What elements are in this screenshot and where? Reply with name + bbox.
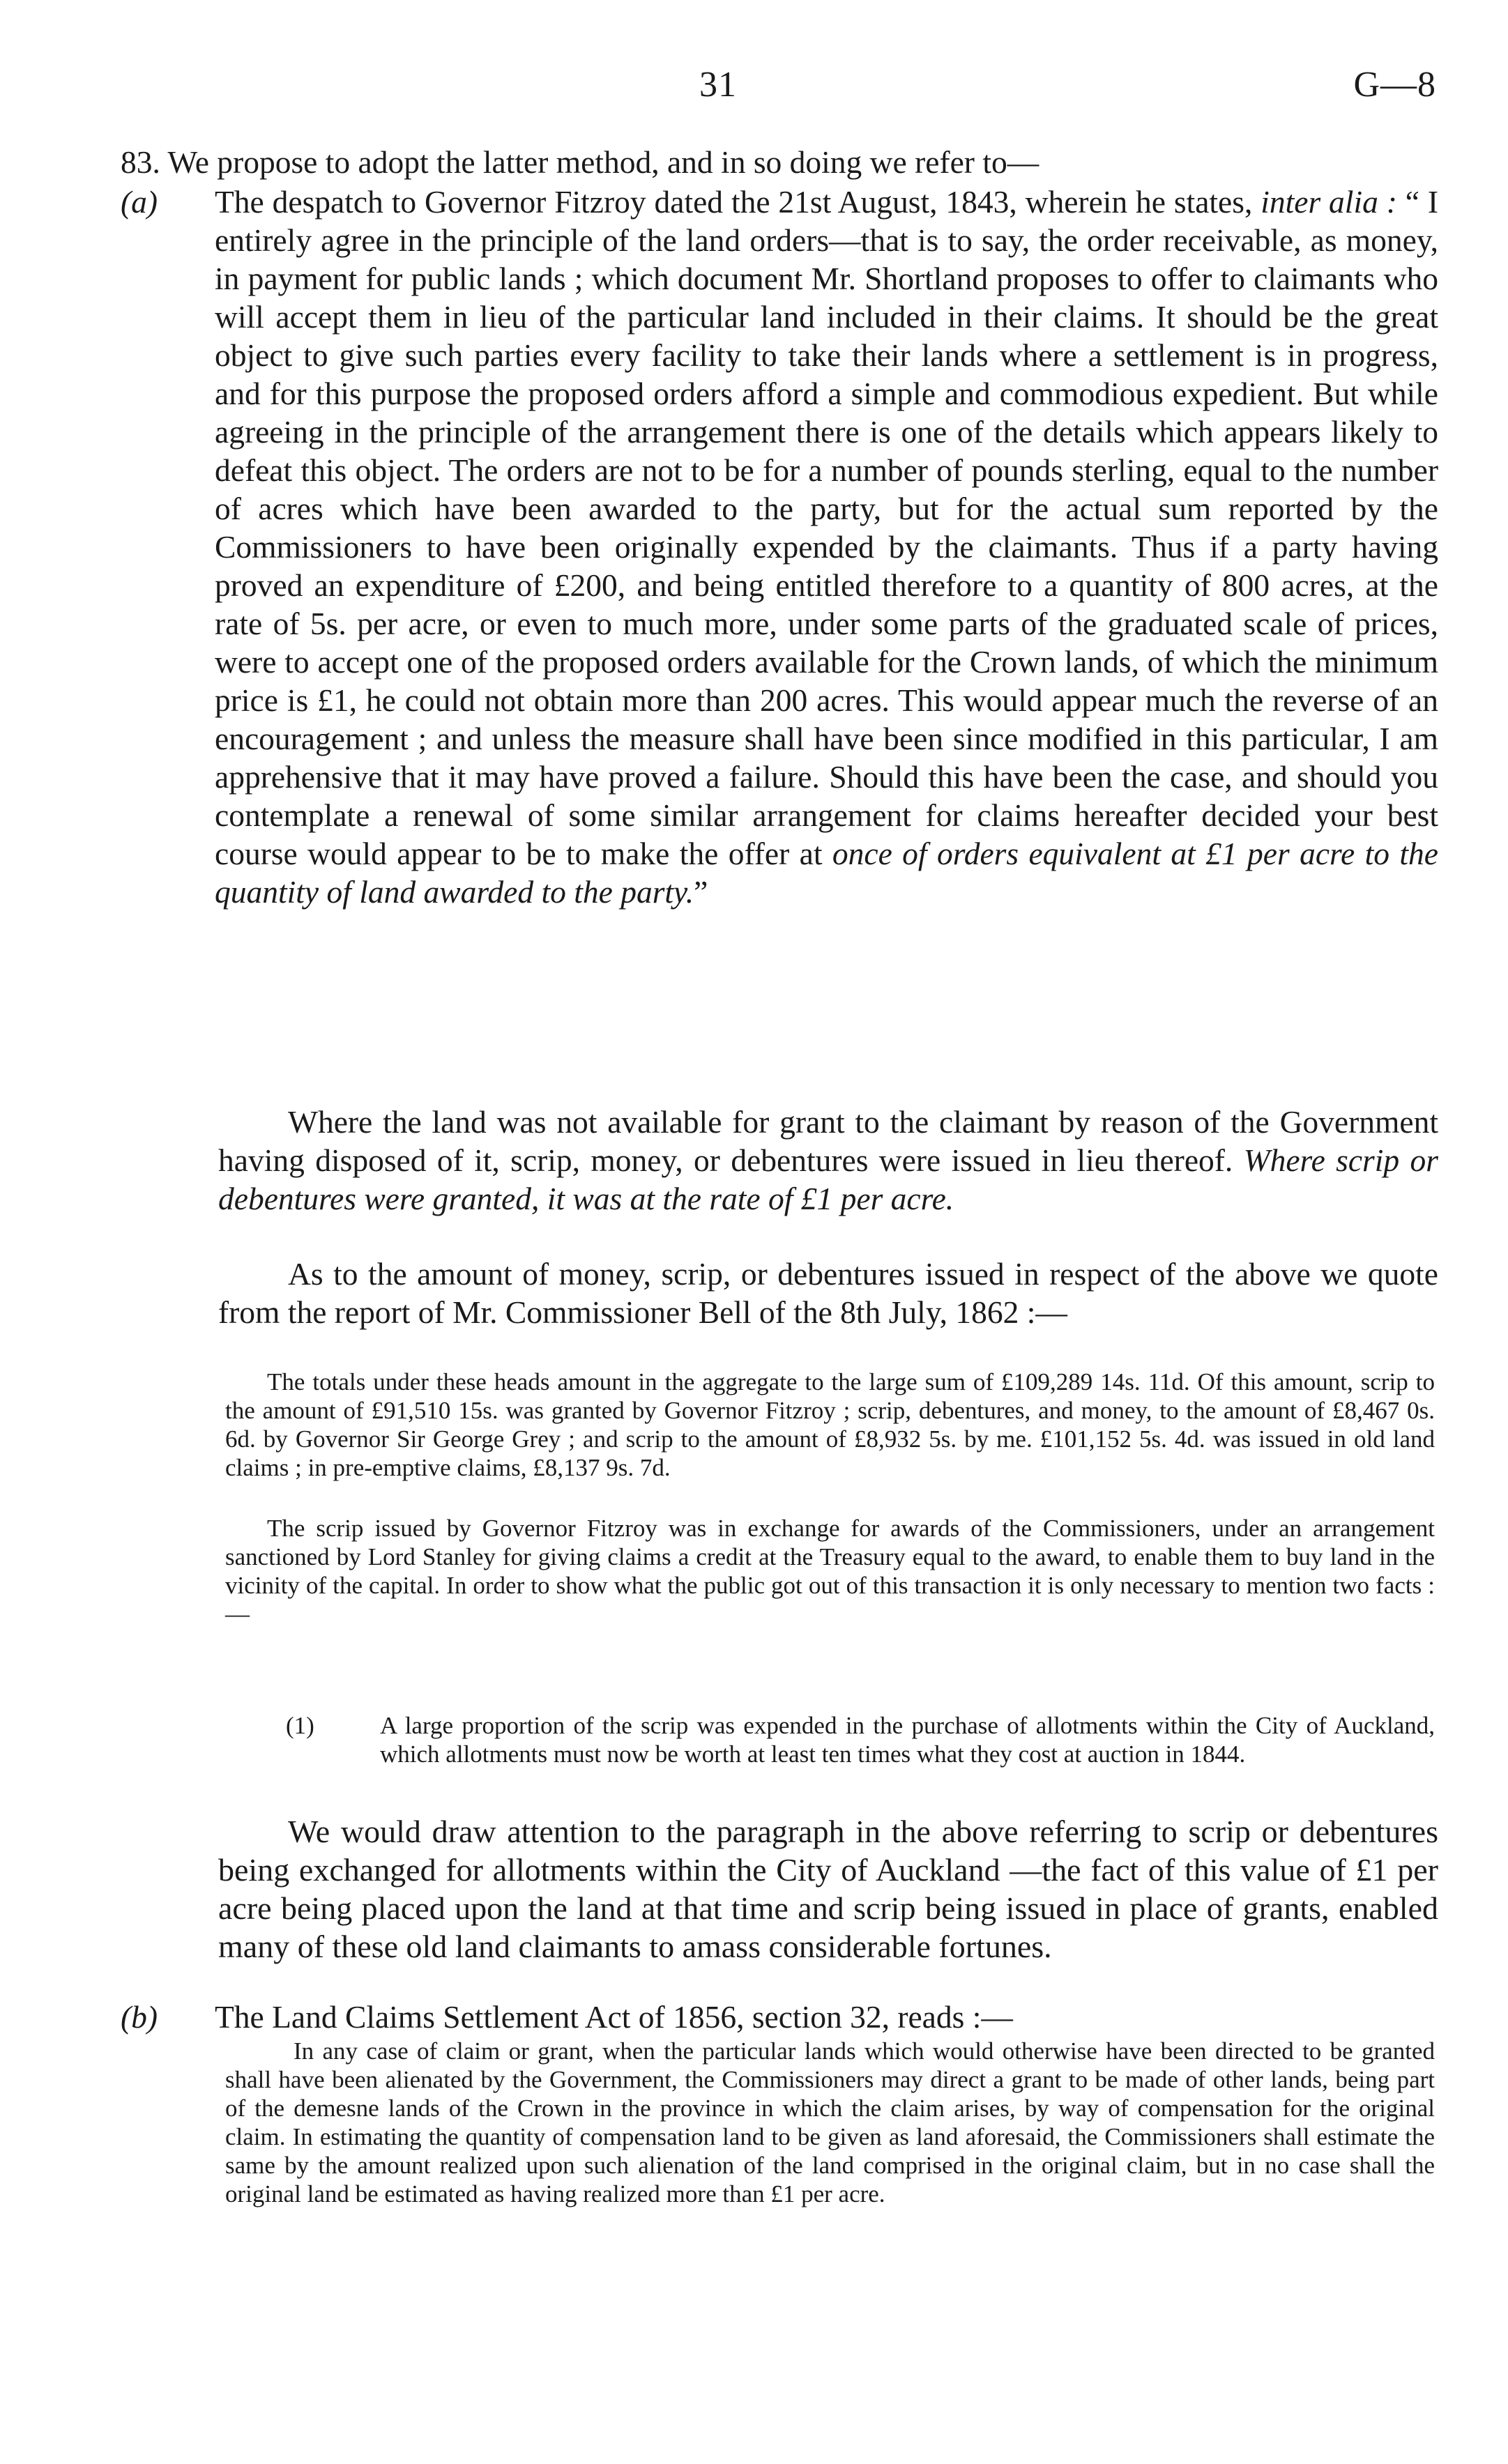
quote-bell-fact-text: A large proportion of the scrip was expended in the purchase of allotments within the City of Auckland, which allotments must now be worth at least ten times what they cost at auction in 1844. <box>380 1712 1435 1768</box>
quote-bell-fact <box>286 1711 1435 1768</box>
item-a-inter-alia: inter alia : <box>1261 184 1397 220</box>
quote-bell-p1 <box>225 1368 1435 1482</box>
paragraph-scrip-plain: Where the land was not available for grant to the claimant by reason of the Government having disposed of it, scrip, money, or debentures were issued in lieu thereof. <box>218 1104 1438 1178</box>
paragraph-83-text: 83. We propose to adopt the latter method, and in so doing we refer to— <box>121 144 1039 180</box>
paragraph-scrip-italic: Where scrip or debentures were granted, it was at the rate of £1 per acre. <box>218 1142 1438 1216</box>
quote-act <box>225 2037 1435 2208</box>
item-a-label: (a) <box>121 184 158 220</box>
quote-bell-fact-label: (1) <box>286 1712 314 1739</box>
item-a-quote-end: ” <box>694 874 708 910</box>
item-a-body <box>215 183 1438 911</box>
paragraph-amount <box>218 1255 1438 1331</box>
quote-bell-p2 <box>225 1514 1435 1628</box>
paragraph-attention <box>218 1812 1438 1966</box>
quote-bell-p2-text: The scrip issued by Governor Fitzroy was in exchange for awards of the Commissioners, under an arrangement sanctioned by Lord Stanley for giving claims a credit at the Treasury equal to the award, to enable them to buy land in the vicinity of the capital. In order to show what the public got out of this transaction it is only necessary to mention two facts :— <box>225 1515 1435 1628</box>
paragraph-scrip <box>218 1103 1438 1218</box>
page-number: 31 <box>699 65 737 105</box>
paragraph-83 <box>121 143 1438 181</box>
item-b-text: The Land Claims Settlement Act of 1856, section 32, reads :— <box>215 1999 1013 2035</box>
item-b-label: (b) <box>121 1999 158 2035</box>
quote-bell-p1-text: The totals under these heads amount in the aggregate to the large sum of £109,289 14s. 11d. Of this amount, scrip to the amount of £91,510 15s. was granted by Governor Fitzroy ; scrip, debentures, and money, to the amount of £8,467 0s. 6d. by Governor Sir George Grey ; and scrip to the amount of £8,932 5s. by me. £101,152 5s. 4d. was issued in old land claims ; in pre-emptive claims, £8,137 9s. 7d. <box>225 1368 1435 1481</box>
document-code: G—8 <box>1353 65 1436 105</box>
item-a-quote: “ I entirely agree in the principle of the land orders—that is to say, the order receivable, as money, in payment for public lands ; which document Mr. Shortland proposes to offer to claimants who will accept them in lieu of the particular land included in their claims. It should be the great object to give such parties every facility to take their lands where a settlement is in progress, and for this purpose the proposed orders afford a simple and commodious expedient. But while agreeing in the principle of the arrangement there is one of the details which appears likely to defeat this object. The orders are not to be for a number of pounds sterling, equal to the number of acres which have been awarded to the party, but for the actual sum reported by the Commissioners to have been originally expended by the claimants. Thus if a party having proved an expenditure of £200, and being entitled therefore to a quantity of 800 acres, at the rate of 5s. per acre, or even to much more, under some parts of the graduated scale of prices, were to accept one of the proposed orders available for the Crown lands, of which the minimum price is £1, he could not obtain more than 200 acres. This would appear much the reverse of an encouragement ; and unless the measure shall have been since modified in this particular, I am apprehensive that it may have proved a failure. Should this have been the case, and should you contemplate a renewal of some similar arrangement for claims hereafter decided your best course would appear to be to make the offer at <box>215 184 1438 871</box>
paragraph-amount-text: As to the amount of money, scrip, or debentures issued in respect of the above we quote from the report of Mr. Commissioner Bell of the 8th July, 1862 :— <box>218 1256 1438 1330</box>
paragraph-scrip-text <box>218 1103 1438 1218</box>
item-a-lead: The despatch to Governor Fitzroy dated the 21st August, 1843, wherein he states, <box>215 184 1253 220</box>
paragraph-attention-text: We would draw attention to the paragraph in the above referring to scrip or debentures being exchanged for allotments within the City of Auckland —the fact of this value of £1 per acre being placed upon the land at that time and scrip being issued in place of grants, enabled many of these old land claimants to amass considerable fortunes. <box>218 1814 1438 1964</box>
item-a-quote-italic: once of orders equivalent at £1 per acre to the quantity of land awarded to the party. <box>215 836 1438 910</box>
quote-act-text: In any case of claim or grant, when the particular lands which would otherwise have been directed to be granted shall have been alienated by the Government, the Commissioners may direct a grant to be made of other lands, being part of the demesne lands of the Crown in the province in which the claim arises, by way of compensation for the original claim. In estimating the quantity of compensation land to be given as land aforesaid, the Commissioners shall estimate the same by the amount realized upon such alienation of the land comprised in the original claim, but in no case shall the original land be estimated as having realized more than £1 per acre. <box>225 2037 1435 2207</box>
